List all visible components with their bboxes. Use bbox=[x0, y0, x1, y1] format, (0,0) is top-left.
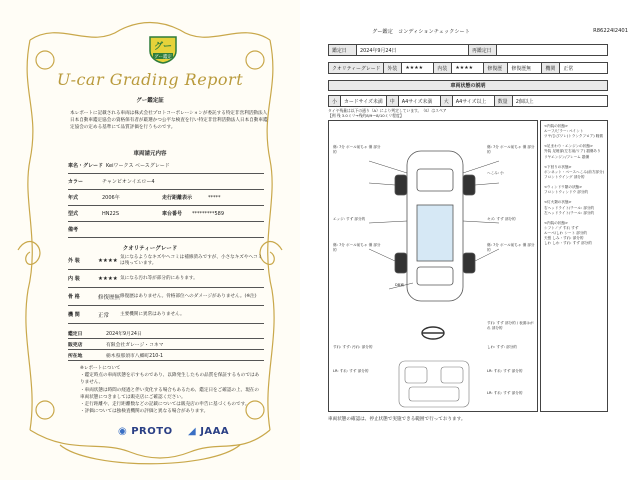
grade-desc: 気になるようなキズやヘコミは補修済みですが、小さなキズやヘコミは残っています。 bbox=[120, 254, 263, 266]
annotation-label: すれ: すず: 汚れ: 部分的 bbox=[333, 345, 373, 349]
explanation-line: 【例 残 3.0ミリ→残約8/9〜8/10ミリ程度】 bbox=[328, 113, 404, 118]
annotation-label: 傷: 7分 ボール前ちゃ 傷 部分的 bbox=[333, 145, 381, 154]
note-line: ・鑑定時点の車両状態を示すものであり、以降発生したもの品質を保証するものではありません。 bbox=[80, 373, 260, 386]
frame-label: 修復歴 bbox=[484, 63, 508, 74]
size-cell: 中 bbox=[386, 96, 398, 107]
sheet-footer-note: 車両状態の確認は、停止状態で実施できる範囲で行っております。 bbox=[328, 417, 466, 422]
legend-line: しわ しわ・すれ: すず 部分的 bbox=[544, 241, 592, 246]
ext-value: ★★★★ bbox=[402, 63, 434, 74]
vehicle-damage-diagram bbox=[328, 120, 538, 412]
grade-row-frame bbox=[68, 288, 264, 306]
legend-line: ルーフ/ピラー: ペイント bbox=[544, 129, 584, 134]
annotation-label: エッジ: すず 部分的 bbox=[333, 217, 366, 221]
jaaa-logo: ◢ JAAA bbox=[188, 426, 230, 437]
grade-label: 機 関 bbox=[68, 312, 80, 318]
legend-line: 左ヘッドライト/テール: 部分的 bbox=[544, 210, 595, 215]
detail-row-dealer bbox=[68, 339, 264, 350]
damage-size-table bbox=[328, 95, 608, 107]
grade-stars: ★★★★ bbox=[98, 257, 118, 264]
report-id: R86224I2401 bbox=[593, 28, 628, 34]
field-value: 2006年 bbox=[102, 195, 120, 201]
annotation-label: 傷: 7分 ボール前ちゃ 傷 部分的 bbox=[333, 243, 381, 252]
legend-line: ツヤ/ひびワレ(トランクフロア) 軽微 bbox=[544, 134, 603, 139]
proto-logo: ◉ PROTO bbox=[118, 426, 173, 437]
field-label: 備考 bbox=[68, 227, 79, 233]
engine-value: 正常 bbox=[560, 63, 608, 74]
grade-row-interior bbox=[68, 270, 264, 288]
annotation-label: へこみ: 小 bbox=[487, 171, 504, 175]
explanation-line: タイヤ残量は以下の通り（A）により判定しています。（S）はスペア bbox=[328, 108, 447, 113]
date-table bbox=[328, 44, 608, 56]
field-value: HN22S bbox=[102, 210, 120, 217]
mileage-value: ***** bbox=[208, 194, 221, 201]
detail-value: 有限会社ガレージ・コネマ bbox=[106, 342, 164, 348]
annotation-label: すれ: すず 部分的 / 表面はがれ 部分的 bbox=[487, 321, 534, 330]
grade-label: 内 装 bbox=[68, 276, 80, 282]
size-cell: カードサイズ未満 bbox=[341, 96, 387, 107]
field-label: カラー bbox=[68, 179, 84, 185]
chassis-label: 車台番号 bbox=[162, 211, 183, 217]
date-value: 2024年9月24日 bbox=[357, 45, 469, 56]
grade-stars: 修復歴無 bbox=[98, 294, 121, 301]
notes-title: ※レポートについて bbox=[80, 366, 121, 371]
sheet-title: グー鑑定 コンディションチェックシート bbox=[372, 29, 470, 35]
report-title: U-car Grading Report bbox=[56, 70, 244, 89]
detail-label: 所在地 bbox=[68, 353, 83, 359]
legend-line: ルーペ/しわ シート 部分的 bbox=[544, 230, 588, 235]
field-value: Keiワークス ベースグレード bbox=[106, 163, 170, 169]
legend-line: フロントウィンドウ 部分的 bbox=[544, 190, 589, 195]
field-row-notes bbox=[68, 222, 264, 238]
field-label: 型式 bbox=[68, 211, 79, 217]
annotation-label: 傷: 7分 ボール前ちゃ 傷 部分的 bbox=[487, 243, 535, 252]
grade-row-engine bbox=[68, 306, 264, 324]
goo-kantei-badge bbox=[147, 34, 179, 64]
grade-desc: 修復歴はありません。骨格部位へのダメージがありません。(※注) bbox=[120, 293, 257, 299]
frame-value: 修復歴無 bbox=[508, 63, 542, 74]
field-row-color bbox=[68, 174, 264, 190]
condition-check-sheet bbox=[300, 0, 640, 480]
ext-label: 外装 bbox=[384, 63, 402, 74]
field-value: チャンピオンイエロー4 bbox=[102, 179, 155, 185]
field-row-model bbox=[68, 206, 264, 222]
annotation-label: キズ: すず 部分的 bbox=[487, 217, 516, 221]
legend-line: ボンネット・ベースへこみ(前方部分) bbox=[544, 169, 605, 174]
grade-label: 骨 格 bbox=[68, 294, 80, 300]
note-line: ・評価については独検査機関の評価と異なる場合があります。 bbox=[80, 409, 209, 415]
legend-line: <足まわり・エンジンの状態> bbox=[544, 144, 593, 149]
detail-label: 販売店 bbox=[68, 342, 83, 348]
jaaa-logo-text: JAAA bbox=[200, 426, 230, 437]
quality-label: クオリティーグレード bbox=[329, 63, 384, 74]
grading-certificate bbox=[0, 0, 300, 480]
int-value: ★★★★ bbox=[452, 63, 484, 74]
grade-desc: 気になる汚れ等が部分的にあります。 bbox=[120, 275, 198, 281]
reinspect-label: 再鑑定日 bbox=[469, 45, 497, 56]
field-label: 車名・グレード bbox=[68, 163, 104, 169]
annotation-label: 傷: 7分 ボール前ちゃ 傷 部分的 bbox=[487, 145, 535, 154]
annotation-label: しわ: すず: 部分的 bbox=[487, 345, 517, 349]
legend-line: シフトノブ すれ すず bbox=[544, 225, 579, 230]
field-row-year bbox=[68, 190, 264, 206]
detail-row-date bbox=[68, 328, 264, 339]
proto-logo-text: PROTO bbox=[131, 426, 173, 437]
reinspect-value bbox=[497, 45, 608, 56]
note-line: ・走行距離や、走行距離数などの記載については販売店の申告に基づくものです。 bbox=[80, 402, 250, 408]
grade-desc: 主要機関に異常はありません。 bbox=[120, 311, 185, 317]
field-label: 年式 bbox=[68, 195, 79, 201]
detail-row-address bbox=[68, 350, 264, 361]
grade-stars: ★★★★ bbox=[98, 275, 118, 282]
annotation-label: LR: すれ: すず 部分的 bbox=[487, 369, 523, 373]
detail-value: 2024年9月24日 bbox=[106, 331, 142, 337]
quantity-value: 2個以上 bbox=[512, 96, 607, 107]
svg-text:グー鑑定: グー鑑定 bbox=[154, 55, 172, 60]
note-line: ・車両状態は時間の経過と伴い変化する場合もあるため、鑑定日をご確認の上、現在の車両状態につきましては販売店にご確認ください。 bbox=[80, 387, 259, 400]
certificate-subtitle: グー鑑定証 bbox=[136, 98, 164, 104]
legend-line: <内装の状態> bbox=[544, 124, 568, 128]
field-row-name bbox=[68, 158, 264, 174]
engine-label: 機関 bbox=[542, 63, 560, 74]
svg-text:グー: グー bbox=[153, 42, 173, 52]
certificate-intro: 本レポートに記載される車両は株式会社プロトコーポレーションが委託する特定非営利活動法人日本自動車鑑定協会の資格保有者が厳選かつ公平な検査を行い特定非営利活動法人日本自動車鑑定協会の定める基準にて品質評価を行うものです。 bbox=[70, 111, 268, 131]
legend-line: フロントウイング 部分的 bbox=[544, 174, 585, 179]
chassis-value: *********589 bbox=[192, 210, 225, 217]
size-cell: 大 bbox=[440, 96, 452, 107]
size-cell: 小 bbox=[329, 96, 341, 107]
mileage-label: 走行距離表示 bbox=[162, 195, 193, 201]
vehicle-section-title: 車両請元内容 bbox=[133, 151, 167, 157]
legend-line: <内装の状態> bbox=[544, 220, 568, 225]
detail-value: 栃木県那須市八郷町210-1 bbox=[106, 353, 164, 359]
grade-row-exterior bbox=[68, 252, 264, 270]
quality-table bbox=[328, 62, 608, 74]
legend-line: 天張 しみ・すれ: 部分的 bbox=[544, 236, 584, 241]
legend-line: <灯火類の状態> bbox=[544, 200, 572, 205]
legend-line: 外装 足廻部(左右前/リア) 損傷あり bbox=[544, 149, 601, 154]
annotation-label: LR: すれ: すず 部分的 bbox=[487, 391, 523, 395]
grade-stars: 正常 bbox=[98, 312, 110, 319]
detail-label: 鑑定日 bbox=[68, 331, 83, 337]
grade-label: 外 装 bbox=[68, 258, 80, 264]
legend-line: リヤエンジン/フレーム 損傷 bbox=[544, 154, 590, 159]
quantity-label: 数量 bbox=[494, 96, 512, 107]
quality-section-title: クオリティーグレード bbox=[122, 246, 178, 252]
int-label: 内装 bbox=[434, 63, 452, 74]
size-cell: A4サイズ未満 bbox=[398, 96, 440, 107]
report-notes bbox=[80, 365, 260, 415]
annotation-label: DB補 bbox=[395, 283, 404, 287]
condition-section-title: 車両状態の説明 bbox=[328, 80, 608, 91]
size-cell: A4サイズ以上 bbox=[452, 96, 494, 107]
legend-line: <ウィンドウ類の状態> bbox=[544, 185, 583, 190]
tire-explanation bbox=[328, 108, 538, 118]
date-label: 鑑定日 bbox=[329, 45, 357, 56]
sheet-header bbox=[300, 26, 640, 36]
legend-line: <下回りの状態> bbox=[544, 164, 572, 169]
condition-legend bbox=[540, 120, 608, 412]
annotation-label: LR: すれ: すず 部分的 bbox=[333, 369, 369, 373]
legend-line: 右ヘッドライト/テール: 部分的 bbox=[544, 205, 595, 210]
